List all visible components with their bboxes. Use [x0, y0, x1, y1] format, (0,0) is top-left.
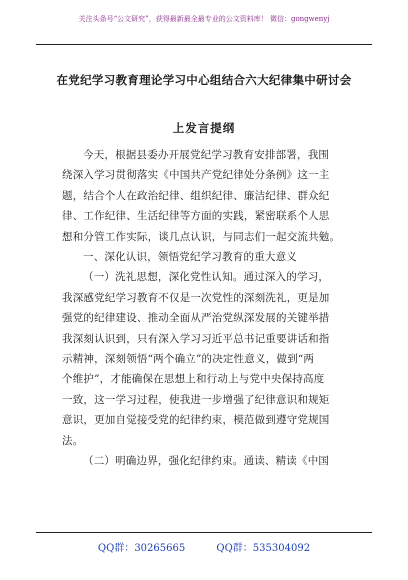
text-line: 题，结合个人在政治纪律、组织纪律、廉洁纪律、群众纪 [62, 189, 330, 202]
text-line: 个维护”，才能确保在思想上和行动上与党中央保持高度 [62, 373, 325, 386]
document-body [62, 145, 352, 472]
text-line: 一、深化认识，领悟党纪学习教育的重大意义 [83, 251, 297, 264]
footer-qq-group-2: QQ群：535304092 [216, 543, 311, 554]
header-divider [36, 44, 372, 45]
text-line: 我深刻认识到，只有深入学习习近平总书记重要讲话和指 [62, 332, 330, 345]
footer [0, 539, 408, 554]
header-banner: 关注头条号“公文研究”，获得最新最全最专业的公文资料库！ 微信：gongwenyj [78, 15, 330, 23]
text-line: 今天，根据县委办开展党纪学习教育安排部署，我围 [83, 149, 330, 161]
text-line: 绕深入学习贯彻落实《中国共产党纪律处分条例》这一主 [62, 169, 330, 182]
footer-qq-group-1: QQ群：30265665 [97, 543, 186, 554]
text-line: （一）洗礼思想，深化党性认知。通过深入的学习， [83, 271, 330, 284]
text-line: 意识，更加自觉接受党的纪律约束，模范做到遵守党规国 [62, 414, 330, 427]
text-line: 我深感党纪学习教育不仅是一次党性的深刻洗礼，更是加 [62, 291, 330, 304]
section-heading [62, 247, 352, 267]
subsection-one-paragraph [62, 267, 352, 451]
text-line: （二）明确边界，强化纪律约束。通读、精读《中国 [83, 455, 330, 468]
footer-divider [36, 532, 372, 533]
text-line: 法。 [62, 434, 84, 447]
text-line: 示精神，深刻领悟“两个确立”的决定性意义，做到“两 [62, 353, 315, 366]
document-subtitle: 上发言提纲 [172, 121, 236, 135]
intro-paragraph [62, 145, 352, 247]
subsection-two-paragraph [62, 451, 352, 471]
document-title: 在党纪学习教育理论学习中心组结合六大纪律集中研讨会 [56, 73, 352, 87]
text-line: 律、工作纪律、生活纪律等方面的实践，紧密联系个人思 [62, 210, 330, 223]
text-line: 一致，这一学习过程，使我进一步增强了纪律意识和规矩 [62, 393, 330, 406]
text-line: 想和分管工作实际，谈几点认识，与同志们一起交流共勉。 [62, 230, 341, 243]
text-line: 强党的纪律建设、推动全面从严治党纵深发展的关键举措 [62, 312, 330, 325]
